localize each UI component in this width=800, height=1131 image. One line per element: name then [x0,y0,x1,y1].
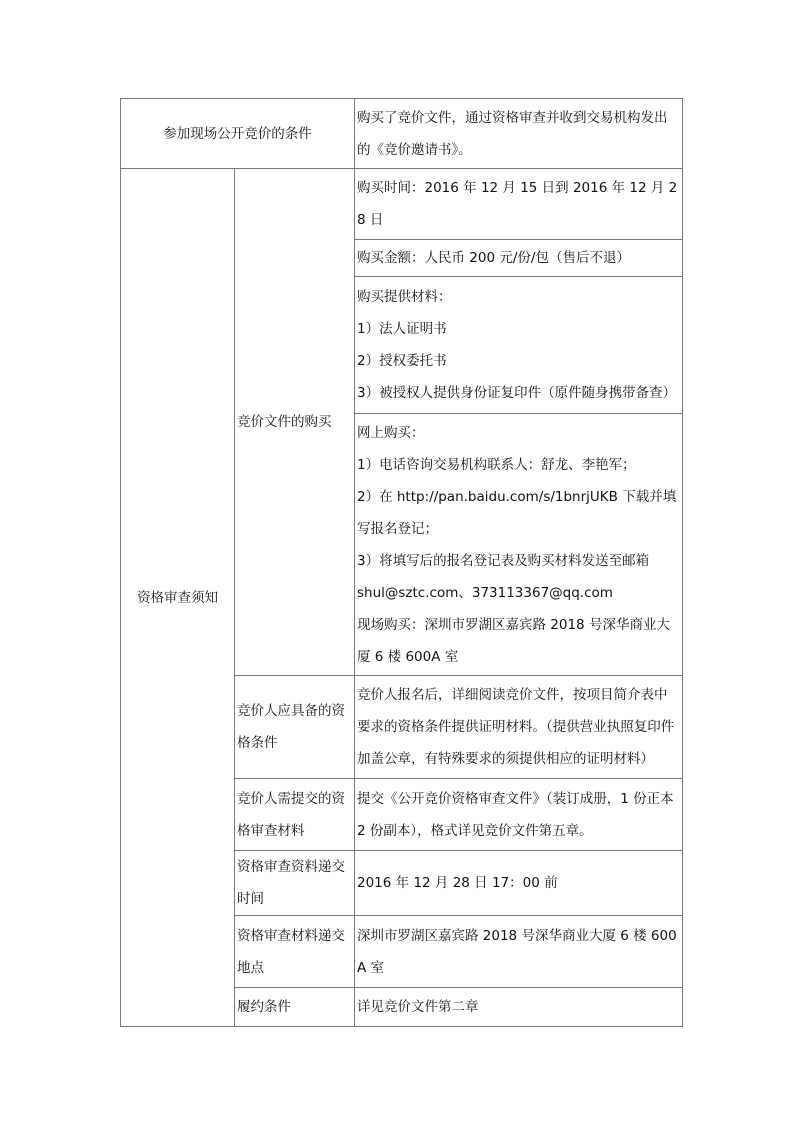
purchase-materials: 购买提供材料： 1）法人证明书 2）授权委托书 3）被授权人提供身份证复印件（原件随身携带备查） [355,277,683,414]
purchase-time: 购买时间：2016 年 12 月 15 日到 2016 年 12 月 28 日 [355,169,683,240]
bidding-info-table [120,98,683,1027]
list-item: 3）将填写后的报名登记表及购买材料发送至邮箱 [357,552,650,569]
qualification-value: 竞价人报名后，详细阅读竞价文件，按项目简介表中要求的资格条件提供证明材料。（提供营业执照复印件加盖公章，有特殊要求的须提供相应的证明材料） [355,676,683,779]
purchase-label: 竞价文件的购买 [235,169,355,676]
list-item: 3）被授权人提供身份证复印件（原件随身携带备查） [357,385,677,401]
submit-materials-label: 竞价人需提交的资格审查材料 [235,779,355,851]
purchase-amount: 购买金额：人民币 200 元/份/包（售后不退） [355,240,683,277]
onsite-purchase: 现场购买：深圳市罗湖区嘉宾路 2018 号深华商业大厦 6 楼 600A 室 [357,616,670,665]
email-addresses: shul@sztc.com、373113367@qq.com [357,584,613,601]
submit-time-value: 2016 年 12 月 28 日 17：00 前 [355,851,683,916]
list-item: 2）授权委托书 [357,353,447,369]
purchase-online: 网上购买： 1）电话咨询交易机构联系人：舒龙、李艳军； 2）在 http://pan.baidu.com/s/1bnrjUKB 下载并填写报名登记； 3）将填写后的报名登记表及购买材料发送至邮箱 shul@sztc.com、373113367@qq.com 现场购买：深圳市罗湖区嘉宾路 2018 号深华商业大厦 6 楼 600A 室 [355,414,683,676]
performance-value: 详见竞价文件第二章 [355,988,683,1027]
qualification-label: 竞价人应具备的资格条件 [235,676,355,779]
list-item: 1）电话咨询交易机构联系人：舒龙、李艳军； [357,456,636,473]
submit-place-value: 深圳市罗湖区嘉宾路 2018 号深华商业大厦 6 楼 600A 室 [355,916,683,988]
submit-materials-value: 提交《公开竞价资格审查文件》（装订成册，1 份正本 2 份副本），格式详见竞价文件第五章。 [355,779,683,851]
submit-place-label: 资格审查材料递交地点 [235,916,355,988]
table-row [121,99,683,169]
conditions-value: 购买了竞价文件，通过资格审查并收到交易机构发出的《竞价邀请书》。 [355,99,683,169]
conditions-label: 参加现场公开竞价的条件 [121,99,355,169]
table-row [121,169,683,240]
list-item: 1）法人证明书 [357,321,447,337]
performance-label: 履约条件 [235,988,355,1027]
section-label: 资格审查须知 [121,169,235,1027]
submit-time-label: 资格审查资料递交时间 [235,851,355,916]
list-item: 2）在 http://pan.baidu.com/s/1bnrjUKB 下载并填写报名登记； [357,488,677,537]
